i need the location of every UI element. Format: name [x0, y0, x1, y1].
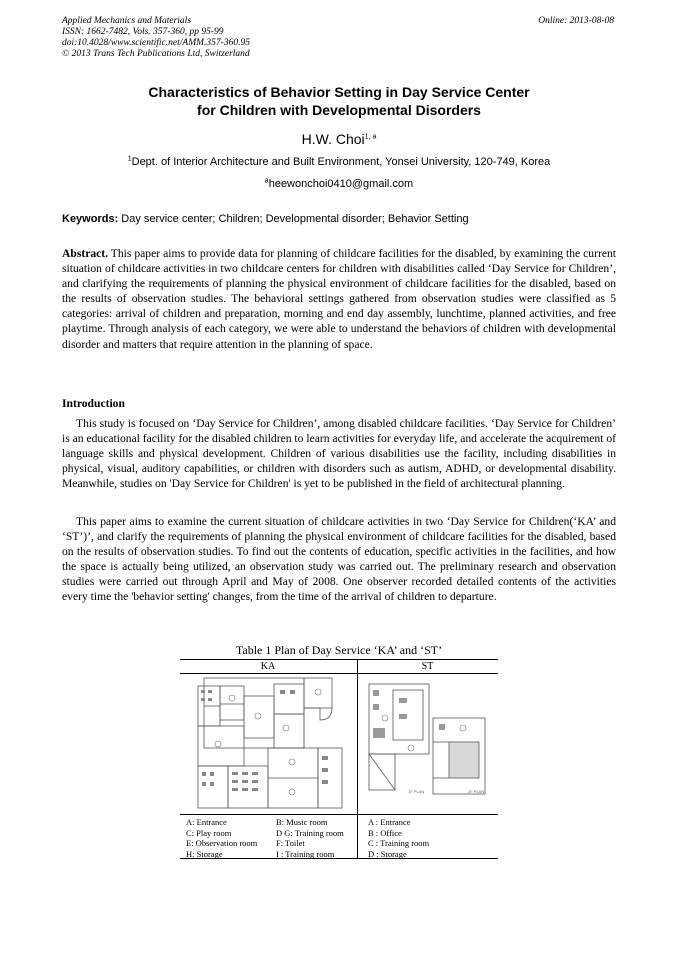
column-ka: KA [260, 661, 276, 672]
journal-header [62, 16, 250, 60]
journal-name: Applied Mechanics and Materials [62, 16, 192, 26]
abstract-label: Abstract. [62, 247, 109, 260]
intro-paragraph-2: This paper aims to examine the current situation of childcare activities in two ‘Day Service for Children(‘KA’ and ‘ST’)’, and clarify the requirements of planning the physical environment of childcare facilities for the disabled, based on the results of observation studies. To find out the contents of education, specific activities in the facilities, and how the space is actually being utilized, an observation study was carried out. The preliminary research and observation studies were carried out through April and May of 2008. One observer recorded detailed contents of the activities every time the 'behavior setting' changes, from the time of the arrival of children to departure. [62, 515, 616, 604]
title-line-2: for Children with Developmental Disorders [197, 102, 481, 118]
table-header-rule [180, 673, 498, 674]
email-text: heewonchoi0410@gmail.com [268, 178, 414, 190]
table-caption: Table 1 Plan of Day Service ‘KA’ and ‘ST’ [235, 643, 443, 657]
ka-legend-right [276, 817, 344, 859]
affiliation-text: Dept. of Interior Architecture and Built Environment, Yonsei University, 120-749, Korea [131, 156, 551, 168]
legend-item: I : Training room [276, 848, 335, 859]
keywords-text: Day service center; Children; Developmental disorder; Behavior Setting [118, 213, 469, 225]
introduction-heading: Introduction [62, 397, 125, 410]
keywords [62, 213, 616, 225]
legend-item: E: Observation room [186, 838, 258, 848]
legend-item: D : Storage [368, 848, 407, 859]
abstract-text: This paper aims to provide data for planning of childcare facilities for the disabled, by examining the current situation of childcare activities in two childcare centers for children with disabilities called ‘Day Service for Children’, and clarifying the requirements of planning the physical environment of childcare facilities for the disabled, based on the results of observation studies. The behavioral settings gathered from observation studies were classified as 5 categories: arrival of children and preparation, morning and end day assembly, lunchtime, planned activities, and free playtime. Through analysis of each category, we were able to understand the behaviors of children with developmental disorder and matters that require attention in the planning of space. [62, 247, 616, 351]
table-column-divider [357, 660, 358, 858]
paper-title [62, 83, 616, 119]
legend-item: C: Play room [186, 827, 232, 838]
st-2f-label: 2F PLAN [468, 789, 485, 794]
abstract [62, 246, 616, 352]
author-sup: 1, a [364, 133, 377, 141]
author-name: H.W. Choi [301, 131, 365, 147]
legend-item: A: Entrance [186, 817, 227, 827]
legend-item: B: Music room [276, 817, 328, 827]
table-legend-rule [180, 814, 498, 815]
affiliation [62, 156, 616, 168]
online-date: Online: 2013-08-08 [538, 16, 614, 26]
st-legend [368, 817, 429, 859]
column-st: ST [421, 661, 434, 672]
affiliation-sup: 1 [127, 155, 132, 163]
legend-item: A : Entrance [368, 817, 411, 827]
author [62, 131, 616, 147]
intro-paragraph-1: This study is focused on ‘Day Service for Children’, among disabled childcare facilities. ‘Day Service for Children’ is an educational facility for the disabled children to learn activities for everyday life, and accelerate the acquirement of language skills and physical development. Children of various disabilities use the facility, including disabilities in physical, visual, auditory capabilities, or children with disorders such as autism, ADHD, or developmental disability. Meanwhile, studies on 'Day Service for Children' is yet to be published in the field of architectural planning. [62, 417, 616, 491]
ka-legend-left [186, 817, 257, 859]
email-sup: a [264, 177, 269, 185]
legend-item: C : Training room [368, 838, 430, 848]
legend-item: F: Toilet [276, 838, 305, 848]
st-1f-label: 1F PLAN [408, 789, 425, 794]
plan-table [180, 659, 498, 859]
journal-issn: ISSN: 1662-7482, Vols. 357-360, pp 95-99 [62, 27, 224, 37]
title-line-1: Characteristics of Behavior Setting in Day Service Center [148, 84, 530, 100]
legend-item: D G: Training room [276, 827, 344, 838]
legend-item: B : Office [368, 827, 402, 838]
email [62, 178, 616, 190]
keywords-label: Keywords: [62, 213, 119, 225]
journal-doi: doi:10.4028/www.scientific.net/AMM.357-360.95 [62, 38, 250, 48]
ka-floor-plan [196, 676, 346, 812]
legend-item: H: Storage [186, 848, 223, 859]
journal-copyright: © 2013 Trans Tech Publications Ltd, Switzerland [62, 49, 250, 59]
